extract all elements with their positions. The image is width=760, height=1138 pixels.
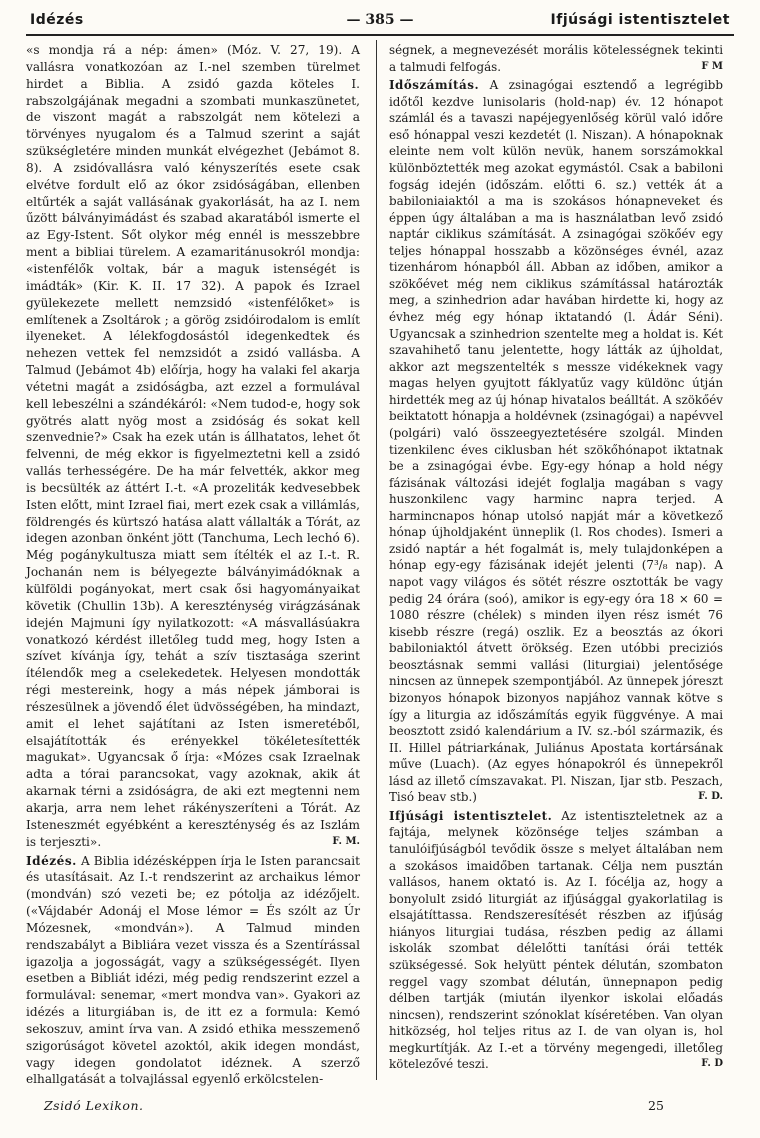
page-signature-number: 25: [648, 1098, 664, 1113]
entry-headword: Idézés.: [26, 853, 77, 868]
entry-text: «s mondja rá a nép: ámen» (Móz. V. 27, 19). A vallásra vonatkozóan az I.-nel szemben türelmet hirdet a Biblia. A zsidó gazda köteles I. rabszolgájának megadni a szombati munkaszünetet, de viszont magát a rabszolgát nem kötelezi a törvényes nyugalom és a Talmud szerint a saját szükségletére minden munkát elvégezhet (Jebámot 8. 8). A zsidóvallásra való kényszerítés esete csak elvétve fordult elő az ókor zsidóságában, ellenben eltűrték a saját vallásának gyakorlását, ha az I. nem űzött bálványimádást és szabad akaratából ismerte el az Egy-Istent. Sőt olykor még ennél is messzebbre ment a bibliai türelem. A ezamaritánusokról mondja: «istenfélők voltak, bár a maguk istenségét is imádták» (Kir. K. II. 17 32). A papok és Izrael gyülekezete mellett nemzsidó «istenfélőket» is említenek a Zsoltárok ; a görög zsidóirodalom is említ ilyeneket. A lélekfogdosástól idegenkedtek és nehezen vettek fel nemzsidót a zsidó vallásba. A Talmud (Jebámot 4b) előírja, hogy ha valaki fel akarja vétetni magát a zsidóságba, azt ezzel a formulával kell lebeszélni a szándékáról: «Nem tudod-e, hogy sok gyötrés alatt nyög most a zsidóság és sokat kell szenvednie?» Csak ha ezek után is állhatatos, lehet őt felvenni, de még ekkor is figyelmeztetni kell a zsidó vallás terhességére. De ha már felvették, akkor meg is becsülték az áttért I.-t. «A prozeliták kedvesebbek Isten előtt, mint Izrael fiai, mert ezek csak a villámlás, földrengés és kürtszó hatása alatt vállalták a Tórát, az idegen azonban önként jött (Tanchuma, Lech lechó 6). Még pogánykultusza miatt sem ítélték el az I.-t. R. Jochanán nem is bélyegezte bálványimádóknak a külföldi pogányokat, mert csak ősi hagyományaikat követik (Chullin 13b). A kereszténység virágzásának idején Majmuni így nyilatkozott: «A másvallásúakra vonatkozó kérdést illetőleg tudd meg, hogy Isten a szívet kívánja így, tehát a szív tisztasága szerint ítélendők meg a cselekedetek. Helyesen mondották régi mestereink, hogy a más népek jámborai is részesülnek a jövendő élet üdvösségében, ha mindazt, amit el lehet sajátítani az Isten ismeretéből, elsajátították és erényekkel tökéletesítették magukat». Ugyancsak ő írja: «Mózes csak Izraelnak adta a tórai parancsokat, vagy azoknak, akik át akarnak térni a zsidóságra, de aki ezt megtenni nem akarja, arra nem lehet rákényszeríteni a Tórát. Az Isteneszmét egyébként a kereszténység és az Iszlám is terjeszti».: [26, 43, 360, 849]
entry-continuation: [389, 42, 723, 75]
author-signature: F M: [701, 60, 723, 72]
page-number-header: — 385 —: [346, 12, 414, 28]
entry-continuation: [26, 42, 360, 851]
entry-idezes: [26, 853, 360, 1089]
left-column: [26, 42, 360, 1088]
header-rule: [26, 34, 734, 36]
publication-title: Zsidó Lexikon.: [44, 1098, 144, 1113]
entry-text: ségnek, a megnevezését morális kötelességnek tekinti a talmudi felfogás.: [389, 43, 723, 74]
running-head-left: Idézés: [30, 12, 84, 28]
entry-text: Az istentiszteletnek az a fajtája, melynek közönsége teljes számban a tanulóifjúságból tevődik össze s melyet általában nem a szokásos imaidőben tartanak. Célja nem pusztán vallásos, hanem oktató is. Az I. fócélja az, hogy a bonyolult zsidó liturgiát az ifjúsággal gyakorlatilag is elsajátíttassa. Rendszeresítését részben az ifjúság hiányos liturgiai tudása, részben pedig az állami iskolák szombat délelőtti tanítási órái tették szükségessé. Sok helyütt péntek délután, szombaton reggel vagy szombat délután, ünnepnapon pedig délben tartják (miután ilyenkor iskolai előadás nincsen), rendszerint szónoklat kíséretében. Van olyan hitközség, hol teljes ritus az I. de van olyan is, hol megkurtítják. Az I.-et a törvény megengedi, illetőleg kötelezővé teszi.: [389, 808, 723, 1072]
entry-text: A zsinagógai esztendő a legrégibb időtől kezdve lunisolaris (hold-nap) év. 12 hónapot számlál és a tavaszi napéjegyenlőség körül való időre eső hónappal veszi kezdetét (l. Niszan). A hónapoknak eleinte nem volt külön nevük, hanem sorszámokkal különböztették meg azokat egymástól. Csak a babiloni fogság idején (időszám. előtti 6. sz.) vették át a babiloniaiaktól a ma is szokásos hónapneveket és éppen úgy általában a ma is használatban levő zsidó naptár ciklikus számítását. A zsinagógai szökőév egy teljes hónappal hosszabb a közönséges évnél, azaz tizenhárom hónapból áll. Abban az időben, amikor a szökőévet még nem ciklikus számítással határozták meg, a szinhedrion adar havában hirdette ki, hogy az évhez még egy hónap iktatandó (l. Ádár Séni). Ugyancsak a szinhedrion szentelte meg a holdat is. Két szavahihető tanu jelentette, hogy látták az újholdat, akkor azt megszentelték s messze vidékeknek vagy magas helyen gyujtott fáklyatűz vagy küldönc útján hirdették meg az új hónap hivatalos beálltát. A szökőév beiktatott hónapja a holdévnek (zsinagógai) a napévvel (polgári) való összeegyeztetésére szolgál. Minden tizenkilenc éves ciklusban hét szökőhónapot iktatnak be a zsinagógai évbe. Egy-egy hónap a hold négy fázisának változási idejét foglalja magában s vagy huszonkilenc vagy harminc napra terjed. A harmincnapos hónap utolsó napját már a következő hónap újholdjaként ünneplik (l. Ros chodes). Ismeri a zsidó naptár a hét fogalmát is, mely tulajdonképen a hónap egy-egy fázisának idejét jelenti (7³/₈ nap). A napot vagy világos és sötét részre osztották be vagy pedig 24 órára (soó), amikor is egy-egy óra 18 × 60 = 1080 részre (chélek) s minden ilyen rész ismét 76 kisebb részre (regá) oszlik. Ez a beosztás az ókori babiloniaktól átvett örökség. Ezen utóbbi preciziós beosztásnak semmi vallási (liturgiai) jelentősége nincsen az ünnepek szempontjából. Az ünnepek jóreszt bizonyos hónapok bizonyos napjához vannak kötve s így a liturgia az időszámítás egyik függvénye. A mai beosztott zsidó kalendárium a IV. sz.-ból származik, és II. Hillel pátriarkának, Juliánus Apostata kortársának műve (Luach). (Az egyes hónapokról és ünnepekről lásd az illető címszavakat. Pl. Niszan, Ijar stb. Peszach, Tisó beav stb.): [389, 78, 723, 805]
entry-headword: Ifjúsági istentisztelet.: [389, 808, 553, 823]
column-divider: [376, 40, 377, 1080]
author-signature: F. D.: [698, 791, 723, 803]
author-signature: F. D: [701, 1058, 723, 1070]
entry-ifjusagi-istentisztelet: [389, 808, 723, 1073]
right-column: [389, 42, 723, 1073]
entry-headword: Időszámítás.: [389, 78, 480, 93]
running-head-right: Ifjúsági istentisztelet: [550, 12, 730, 28]
author-signature: F. M.: [332, 835, 360, 847]
entry-idoszamitas: [389, 77, 723, 806]
entry-text: A Biblia idézésképpen írja le Isten parancsait és utasításait. Az I.-t rendszerint az archaikus lémor (mondván) szó vezeti be; ez pótolja az idézőjelt. («Vájdabér Adonáj el Mose lémor = És szólt az Úr Mózesnek, «mondván»). A Talmud minden rendszabályt a Bibliára vezet vissza és a Szentírással igazolja a jogosságát, vagy a szükségességét. Ilyen esetben a Bibliát idézi, még pedig rendszerint ezzel a formulával: senemar, «mert mondva van». Gyakori az idézés a liturgiában is, de itt ez a formula: Kemó sekoszuv, amint írva van. A zsidó ethika messzemenő szigorúságot követel azoktól, akik idegen mondást, vagy idegen gondolatot idéznek. A szerző elhallgatását a tolvajlással egyenlő erkölcstelen-: [26, 853, 360, 1087]
